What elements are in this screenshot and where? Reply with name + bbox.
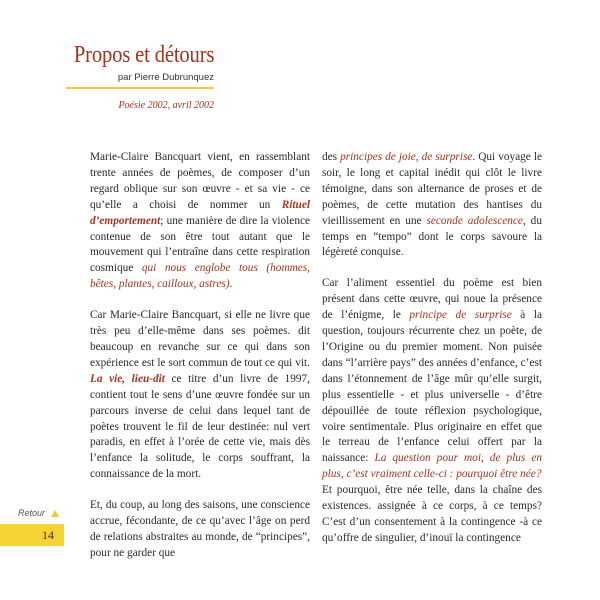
article-source: Poésie 2002, avril 2002 <box>118 100 214 111</box>
text-run: à la question, toujours récurrente chez un poète, de l’Origine ou du premier moment. Non puisée dans “l’arrière pays” des années d’enfance, c’est dans l’étonnement de l’âge mûr qu’elle surgit, plus essentielle - et plus universelle - d’être dépouillée de toute réflexion psychologique, voire sentimentale. Plus originaire en effet que le terreau de l’enfance celui offert par la naissance: <box>322 309 542 465</box>
highlight-text: Rituel d’emportement <box>90 198 310 227</box>
page-number: 14 <box>42 527 54 542</box>
text-run: , du temps en “tempo” dont le corps savoure la légèreté conquise. <box>322 214 542 259</box>
article-title: Propos et détours <box>73 42 214 68</box>
header-divider <box>66 87 214 89</box>
text-run: Car Marie-Claire Bancquart, si elle ne livre que très peu d’elle-même dans ses poèmes. dit beaucoup en revanche sur ce qui dans son expérience est le sort commun de tout ce qui vit. <box>90 309 310 369</box>
highlight-text: seconde adolescence <box>426 214 523 227</box>
retour-link[interactable] <box>18 508 59 518</box>
text-run: ; une manière de dire la violence contenue de son être tout autant que le mouvement qui l’entraîne dans cette respiration cosmique <box>90 214 310 275</box>
retour-label: Retour <box>18 508 46 518</box>
text-run: . <box>229 278 233 291</box>
text-run: . Qui voyage le soir, le long et capital inédit qui clôt le livre témoigne, dans son alternance de proses et de poèmes, de cette mutation des hantises du vieillissement en une <box>322 151 542 227</box>
paragraph <box>90 150 310 293</box>
text-run: ce titre d’un livre de 1997, contient tout le sens d’une œuvre fondée sur un parcours inverse de celui dans lequel tant de poètes trouvent le fil de leur destinée: nul vert paradis, en effet à l’orée de cette vie, mais dès l’enfance la solitude, le corps souffrant, la connaissance de la mort. <box>90 372 311 481</box>
paragraph <box>90 308 310 483</box>
text-run: Marie-Claire Bancquart vient, en rassemblant trente années de poèmes, de composer d’un regard oblique sur son œuvre - et sa vie - ce qu’elle a choisi de nommer un <box>90 151 310 211</box>
highlight-text: principe de surprise <box>409 309 512 322</box>
right-text-column <box>322 150 542 547</box>
paragraph <box>90 498 310 562</box>
paragraph <box>322 150 542 261</box>
paragraph <box>322 276 542 483</box>
triangle-up-icon <box>51 510 59 517</box>
page-number-box <box>0 524 64 546</box>
left-text-column <box>90 150 310 562</box>
highlight-text: principes de joie, de surprise <box>340 151 473 163</box>
article-header <box>0 0 600 120</box>
text-run: Et pourquoi, être née telle, dans la chaîne des existences. assignée à ce corps, à ce temps? C’est d’un consentement à la contingence -à ce qu’offre de singulier, d’inouï la contingence <box>322 484 542 544</box>
text-run: des <box>322 151 341 163</box>
article-author: par Pierre Dubrunquez <box>117 72 214 83</box>
page-navigation <box>0 504 64 550</box>
text-run: Et, du coup, au long des saisons, une conscience accrue, fécondante, de ce qu’avec l’âge on perd de relations abstraites au monde, de “principes”, pour ne garder que <box>90 499 310 559</box>
highlight-text: La question pour moi, de plus en plus, c’est vraiment celle-ci : pourquoi être née? <box>322 452 542 481</box>
text-run: Car l’aliment essentiel du poème est bien présent dans cette œuvre, qui noue la présence de l’énigme, le <box>322 277 542 322</box>
highlight-text: La vie, lieu-dit <box>90 372 165 385</box>
highlight-text: qui nous englobe tous (hommes, bêtes, plantes, cailloux, astres) <box>90 262 310 291</box>
paragraph <box>322 483 542 547</box>
